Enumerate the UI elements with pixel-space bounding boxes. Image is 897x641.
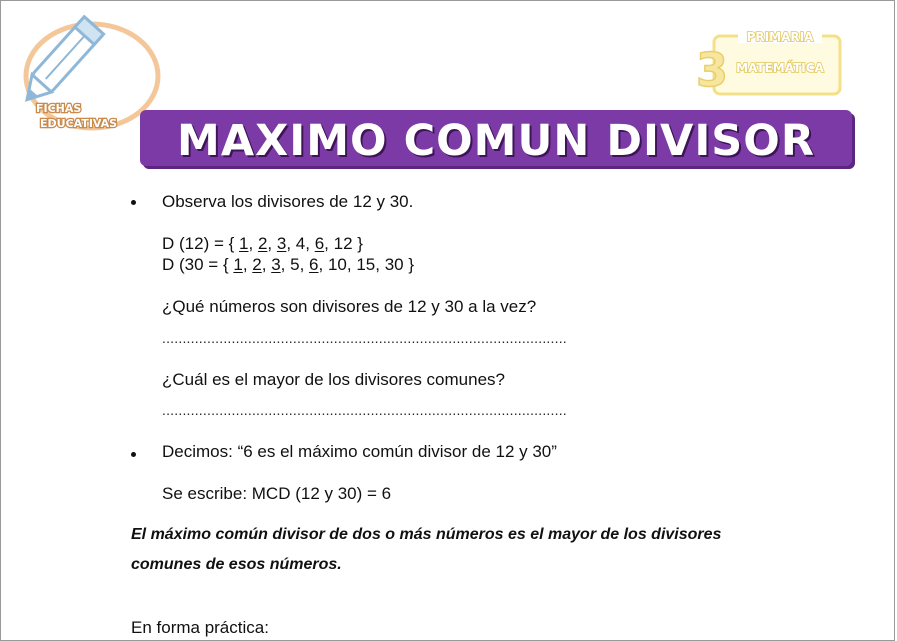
logo-text-2: EDUCATIVAS bbox=[40, 117, 118, 130]
divisors-12-suffix: } bbox=[352, 234, 363, 253]
practical-heading: En forma práctica: bbox=[131, 618, 269, 637]
divisor-item: 3 bbox=[276, 234, 287, 253]
bullet-dot bbox=[131, 452, 136, 457]
divisor-item: 2 bbox=[257, 234, 268, 253]
divisor-item: 1 bbox=[233, 255, 243, 274]
title-banner bbox=[140, 110, 852, 166]
divisor-item: 4 bbox=[295, 234, 306, 253]
divisor-item: 15 bbox=[356, 255, 376, 274]
bullet-dot bbox=[131, 200, 136, 205]
divisor-item: 30 bbox=[384, 255, 404, 274]
divisors-30: D (30 = { 1, 2, 3, 5, 6, 10, 15, 30 } bbox=[162, 255, 415, 274]
divisors-12-prefix: D (12) = { bbox=[162, 234, 240, 253]
divisor-item: 10 bbox=[327, 255, 347, 274]
subject-label: MATEMÁTICA bbox=[736, 61, 824, 75]
divisors-30-suffix: } bbox=[403, 255, 415, 274]
divisor-item: 6 bbox=[309, 255, 319, 274]
divisor-item: 12 bbox=[333, 234, 353, 253]
divisors-30-prefix: D (30 = { bbox=[162, 255, 234, 274]
divisor-item: 5 bbox=[290, 255, 300, 274]
divisor-item: 1 bbox=[239, 234, 249, 253]
level-label: PRIMARIA bbox=[746, 30, 814, 44]
bullet-text-1: Observa los divisores de 12 y 30. bbox=[162, 192, 414, 211]
divisor-item: 3 bbox=[271, 255, 281, 274]
question-1: ¿Qué números son divisores de 12 y 30 a la vez? bbox=[162, 297, 537, 316]
answer-line-1[interactable]: ................................................................................................... bbox=[162, 330, 567, 346]
question-2: ¿Cuál es el mayor de los divisores comunes? bbox=[162, 370, 505, 389]
grade-badge bbox=[694, 28, 844, 98]
definition-line-2: comunes de esos números. bbox=[131, 556, 342, 573]
divisors-12: D (12) = { 1, 2, 3, 4, 6, 12 } bbox=[162, 234, 363, 253]
divisor-item: 6 bbox=[314, 234, 325, 253]
grade-number: 3 bbox=[696, 43, 729, 97]
logo-text-1: FICHAS bbox=[36, 102, 82, 115]
answer-line-2[interactable]: ................................................................................................... bbox=[162, 402, 567, 418]
mcd-notation: Se escribe: MCD (12 y 30) = 6 bbox=[162, 484, 392, 503]
divisor-item: 2 bbox=[252, 255, 262, 274]
bullet-text-2: Decimos: “6 es el máximo común divisor de 12 y 30” bbox=[162, 442, 557, 461]
page-title: MAXIMO COMUN DIVISOR bbox=[177, 116, 815, 166]
definition-line-1: El máximo común divisor de dos o más números es el mayor de los divisores bbox=[131, 526, 722, 543]
